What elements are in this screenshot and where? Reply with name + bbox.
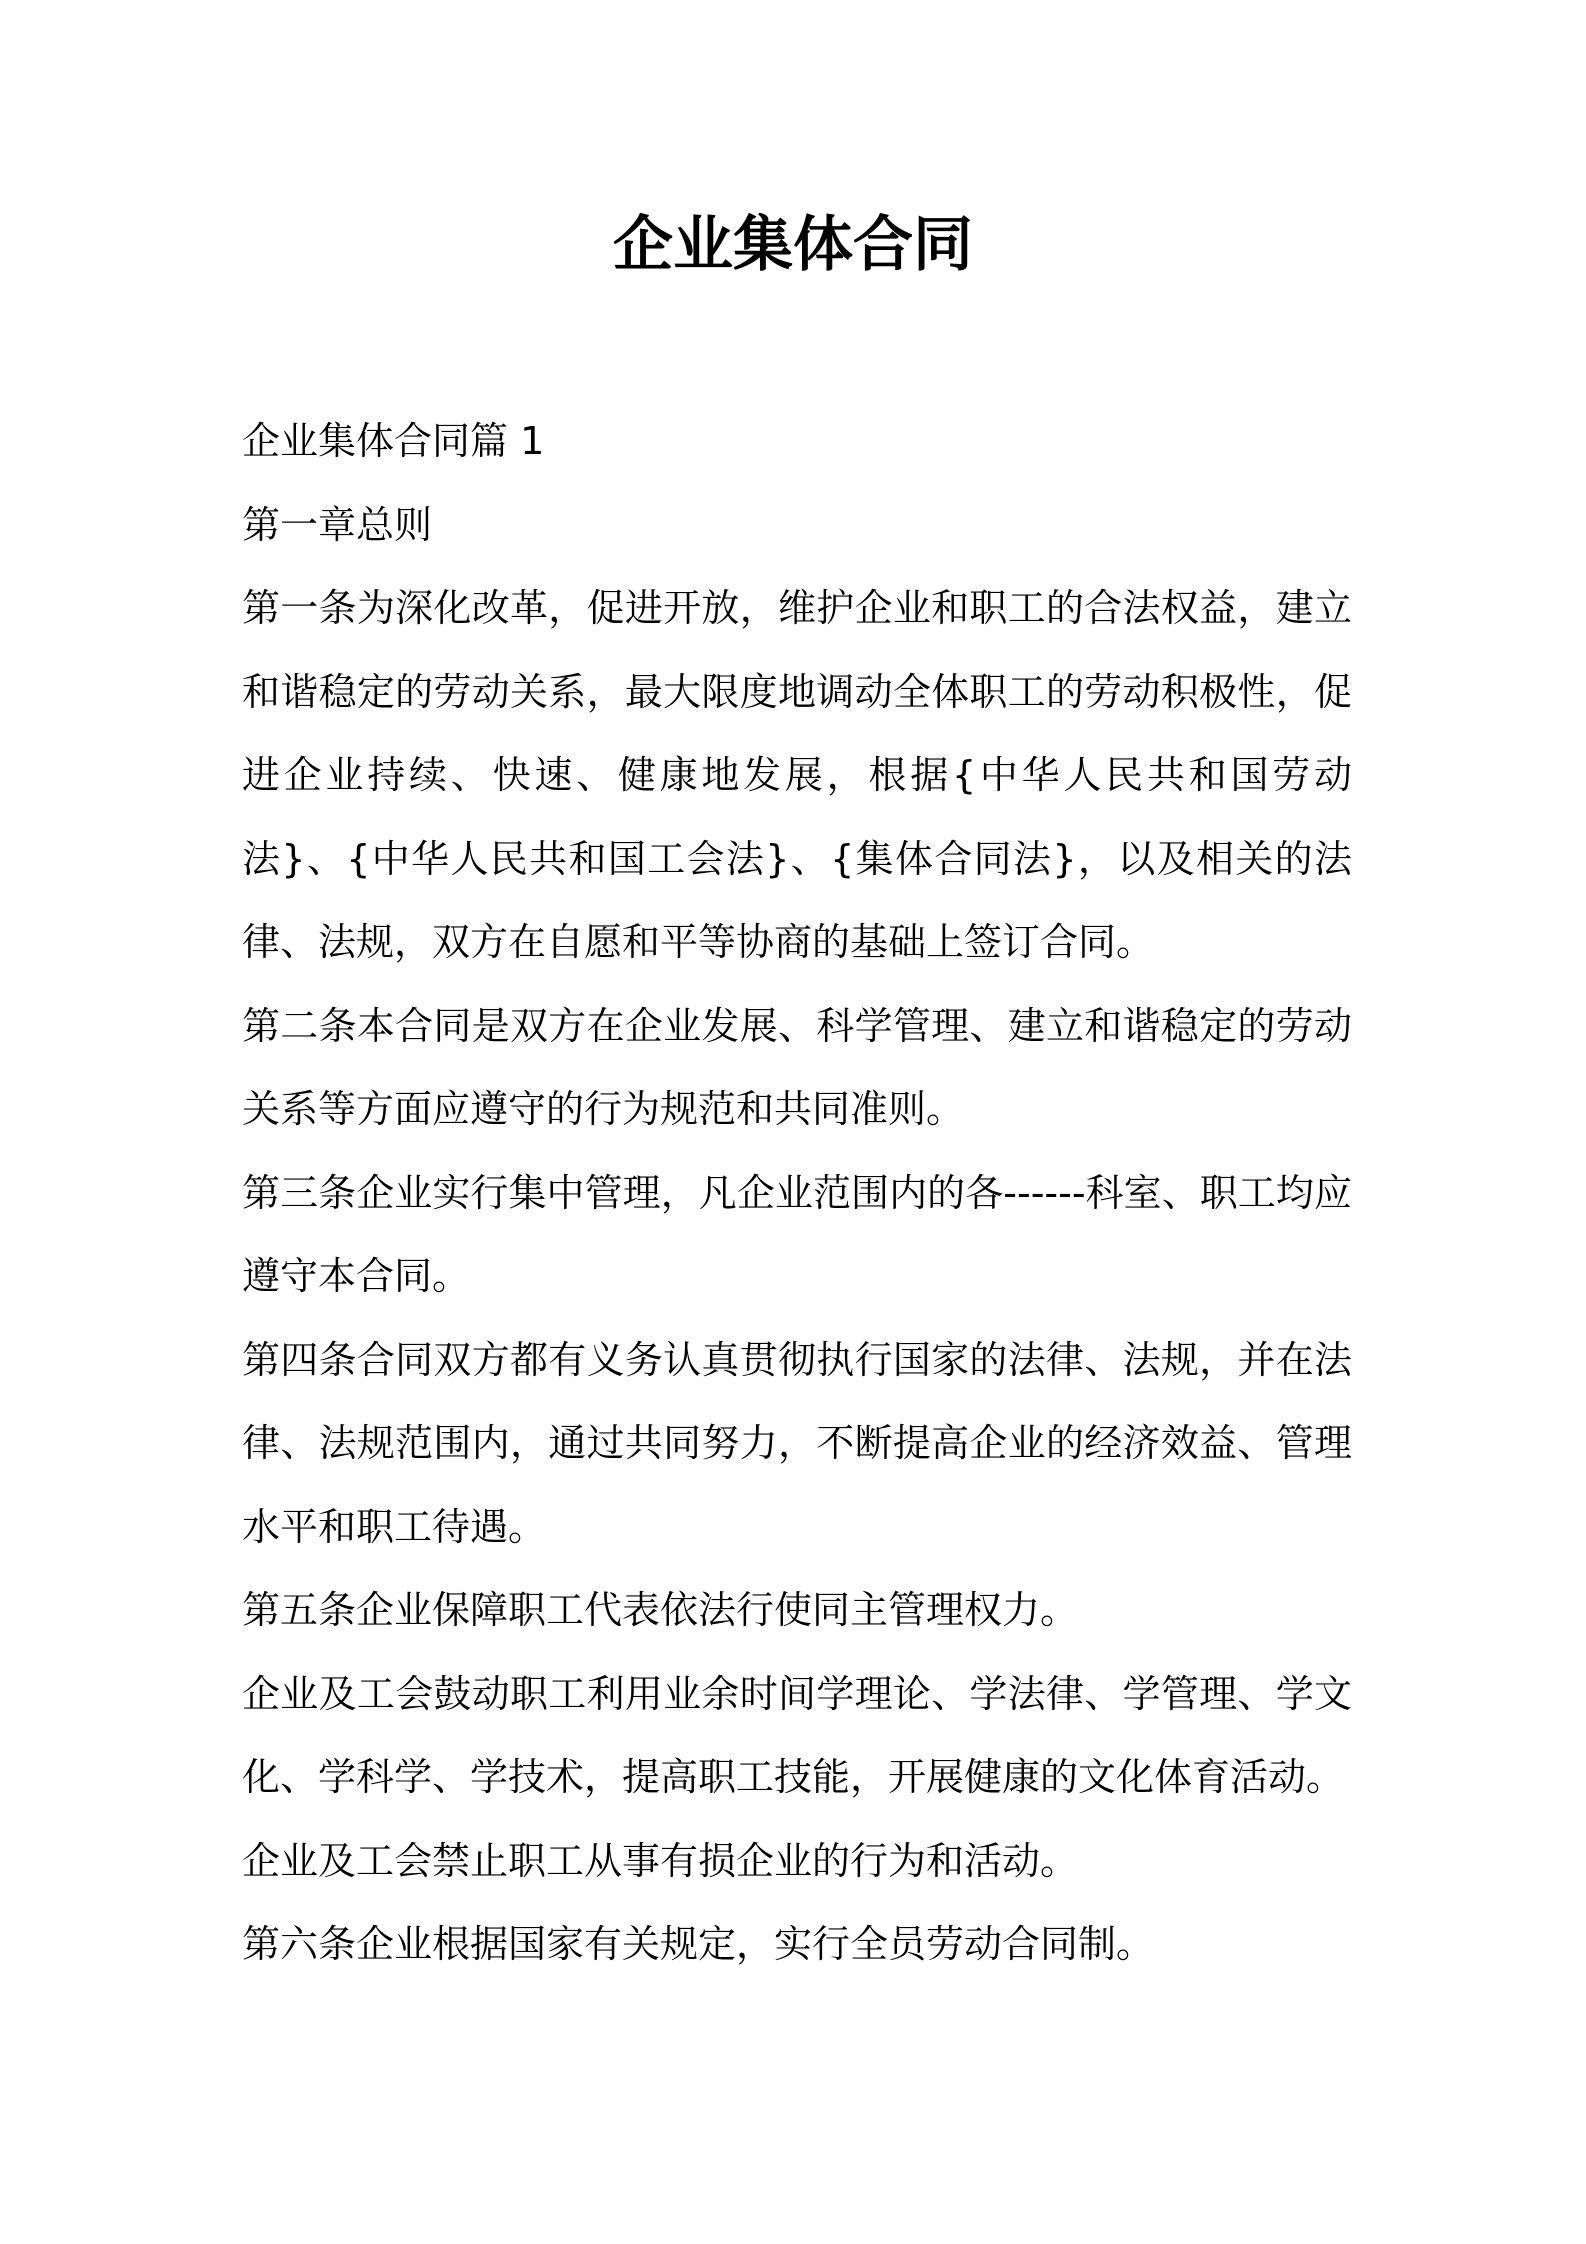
body-paragraph: 企业及工会鼓动职工利用业余时间学理论、学法律、学管理、学文化、学科学、学技术，提高职工技能，开展健康的文化体育活动。 bbox=[242, 1671, 1352, 1799]
article-1-paragraph: 第一条为深化改革，促进开放，维护企业和职工的合法权益，建立和谐稳定的劳动关系，最大限度地调动全体职工的劳动积极性，促进企业持续、快速、健康地发展，根据{中华人民共和国劳动法}、{中华人民共和国工会法}、{集体合同法}，以及相关的法律、法规，双方在自愿和平等协商的基础上签订合同。 bbox=[242, 586, 1352, 964]
body-paragraph: 企业及工会禁止职工从事有损企业的行为和活动。 bbox=[242, 1838, 1079, 1883]
article-5-paragraph: 第五条企业保障职工代表依法行使同主管理权力。 bbox=[242, 1588, 1079, 1632]
document-title: 企业集体合同 bbox=[613, 210, 973, 280]
article-4-paragraph: 第四条合同双方都有义务认真贯彻执行国家的法律、法规，并在法律、法规范围内，通过共同努力，不断提高企业的经济效益、管理水平和职工待遇。 bbox=[242, 1337, 1352, 1549]
chapter-heading: 第一章总则 bbox=[242, 502, 433, 547]
article-3-paragraph: 第三条企业实行集中管理，凡企业范围内的各------科室、职工均应遵守本合同。 bbox=[242, 1170, 1352, 1298]
section-heading: 企业集体合同篇 1 bbox=[242, 419, 545, 463]
document-body bbox=[242, 400, 1352, 1987]
article-6-paragraph: 第六条企业根据国家有关规定，实行全员劳动合同制。 bbox=[242, 1922, 1155, 1966]
article-2-paragraph: 第二条本合同是双方在企业发展、科学管理、建立和谐稳定的劳动关系等方面应遵守的行为规范和共同准则。 bbox=[242, 1003, 1352, 1131]
